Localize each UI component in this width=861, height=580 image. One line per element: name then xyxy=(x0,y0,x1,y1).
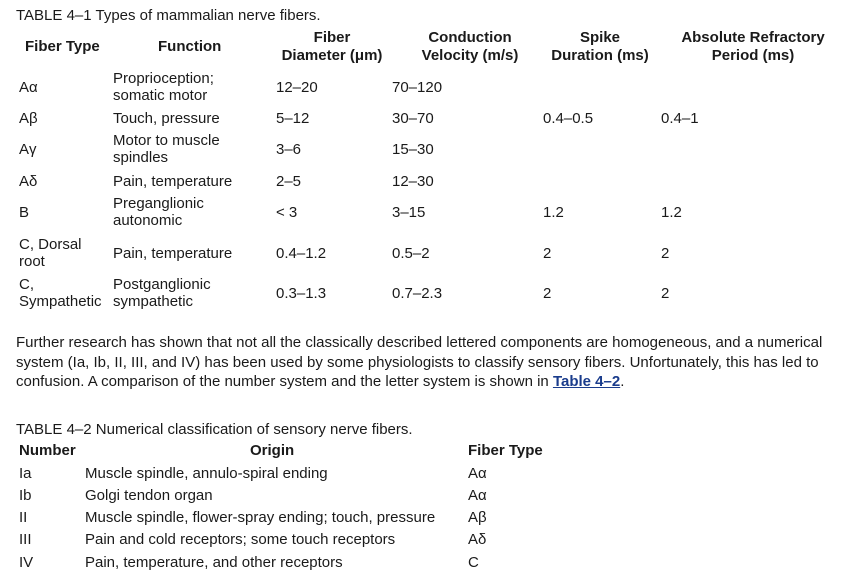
table2-row2-fiber: Aβ xyxy=(468,509,487,526)
table1-header-refractory-line2: Period (ms) xyxy=(711,47,795,64)
table1-row4-function-line2: autonomic xyxy=(113,212,183,229)
table2-row1-origin: Golgi tendon organ xyxy=(85,487,213,504)
table1-row3-velocity: 12–30 xyxy=(392,173,434,190)
table1-row1-velocity: 30–70 xyxy=(392,110,434,127)
table1-row0-function-line2: somatic motor xyxy=(113,87,208,104)
table1-row2-diameter: 3–6 xyxy=(276,141,302,158)
table1-row4-function-line1: Preganglionic xyxy=(113,195,204,212)
table2-row4-number: IV xyxy=(19,554,34,571)
table1-header-function: Function xyxy=(158,38,222,55)
table1-row3-type: Aδ xyxy=(19,173,38,190)
table2-row4-fiber: C xyxy=(468,554,479,571)
table1-row1-spike: 0.4–0.5 xyxy=(543,110,594,127)
table1-row0-function xyxy=(113,70,214,104)
table2-row0-fiber: Aα xyxy=(468,465,487,482)
table1-header-spike-line2: Duration (ms) xyxy=(551,47,649,64)
table1-row3-function: Pain, temperature xyxy=(113,173,233,190)
table2-row2-number: II xyxy=(19,509,28,526)
table1-row2-type: Aγ xyxy=(19,141,37,158)
table2-header-fiber-type: Fiber Type xyxy=(468,442,543,459)
table1-title: TABLE 4–1 Types of mammalian nerve fibers. xyxy=(16,7,321,24)
table1-row4-diameter: < 3 xyxy=(276,204,298,221)
table1-header-refractory-line1: Absolute Refractory xyxy=(681,29,825,46)
table1-row6-velocity: 0.7–2.3 xyxy=(392,285,443,302)
table1-row2-velocity: 15–30 xyxy=(392,141,434,158)
table1-row5-refractory: 2 xyxy=(661,245,670,262)
table2-header-number: Number xyxy=(19,442,76,459)
table2-row3-number: III xyxy=(19,531,32,548)
table1-row6-type xyxy=(19,276,102,310)
table1-row4-refractory: 1.2 xyxy=(661,204,682,221)
table-4-2-link[interactable]: Table 4–2 xyxy=(552,373,621,390)
table2-row2-origin: Muscle spindle, flower-spray ending; touch, pressure xyxy=(85,509,436,526)
table1-row4-type: B xyxy=(19,204,30,221)
table1-row6-function-line2: sympathetic xyxy=(113,293,194,310)
table1-row6-refractory: 2 xyxy=(661,285,670,302)
table2-row3-origin: Pain and cold receptors; some touch receptors xyxy=(85,531,396,548)
table1-row0-velocity: 70–120 xyxy=(392,79,443,96)
table1-row1-type: Aβ xyxy=(19,110,38,127)
table1-row4-velocity: 3–15 xyxy=(392,204,426,221)
table1-header-diameter-line1: Fiber xyxy=(313,29,351,46)
table1-row5-function: Pain, temperature xyxy=(113,245,233,262)
table2-row0-number: Ia xyxy=(19,465,32,482)
table1-row2-function-line2: spindles xyxy=(113,149,169,166)
table1-header-velocity-line1: Conduction xyxy=(428,29,512,46)
body-paragraph-text: Further research has shown that not all the classically described lettered components are homogeneous, and a numerical system (Ia, Ib, II, III, and IV) has been used by some physiologists to classify sensory fibers. Unfortunately, this has led to confusion. A comparison of the number system and the letter system is shown in xyxy=(16,334,823,390)
table1-header-spike-line1: Spike xyxy=(579,29,621,46)
table1-row6-spike: 2 xyxy=(543,285,552,302)
table1-row0-type: Aα xyxy=(19,79,38,96)
table1-row4-function xyxy=(113,195,204,229)
table1-header-diameter xyxy=(270,29,394,65)
table1-row6-diameter: 0.3–1.3 xyxy=(276,285,327,302)
table1-row1-function: Touch, pressure xyxy=(113,110,220,127)
table2-row4-origin: Pain, temperature, and other receptors xyxy=(85,554,343,571)
table1-row5-spike: 2 xyxy=(543,245,552,262)
table1-row6-type-line1: C, xyxy=(19,276,34,293)
table1-row4-spike: 1.2 xyxy=(543,204,564,221)
table1-row2-function-line1: Motor to muscle xyxy=(113,132,220,149)
table2-title: TABLE 4–2 Numerical classification of sensory nerve fibers. xyxy=(16,421,413,438)
body-paragraph-end: . xyxy=(620,373,625,390)
table1-header-diameter-line2: Diameter (μm) xyxy=(281,47,383,64)
table1-row6-type-line2: Sympathetic xyxy=(19,293,102,310)
table1-row5-type-line1: C, Dorsal xyxy=(19,236,82,253)
table2-row3-fiber: Aδ xyxy=(468,531,487,548)
table1-row3-diameter: 2–5 xyxy=(276,173,302,190)
table1-row1-diameter: 5–12 xyxy=(276,110,310,127)
table1-row0-function-line1: Proprioception; xyxy=(113,70,214,87)
table1-row6-function xyxy=(113,276,211,310)
table1-header-spike xyxy=(540,29,660,65)
table1-row1-refractory: 0.4–1 xyxy=(661,110,699,127)
table1-row2-function xyxy=(113,132,220,166)
table1-row5-diameter: 0.4–1.2 xyxy=(276,245,327,262)
body-paragraph xyxy=(16,333,846,392)
table1-header-velocity xyxy=(408,29,532,65)
table1-row5-velocity: 0.5–2 xyxy=(392,245,430,262)
table1-header-velocity-line2: Velocity (m/s) xyxy=(421,47,519,64)
table1-header-refractory xyxy=(668,29,838,65)
table1-row5-type xyxy=(19,236,82,270)
table2-row1-number: Ib xyxy=(19,487,32,504)
table1-row6-function-line1: Postganglionic xyxy=(113,276,211,293)
table2-row0-origin: Muscle spindle, annulo-spiral ending xyxy=(85,465,328,482)
table2-row1-fiber: Aα xyxy=(468,487,487,504)
table1-row5-type-line2: root xyxy=(19,253,45,270)
table1-row0-diameter: 12–20 xyxy=(276,79,318,96)
table1-header-fiber-type: Fiber Type xyxy=(25,38,100,55)
table2-header-origin: Origin xyxy=(250,442,295,459)
